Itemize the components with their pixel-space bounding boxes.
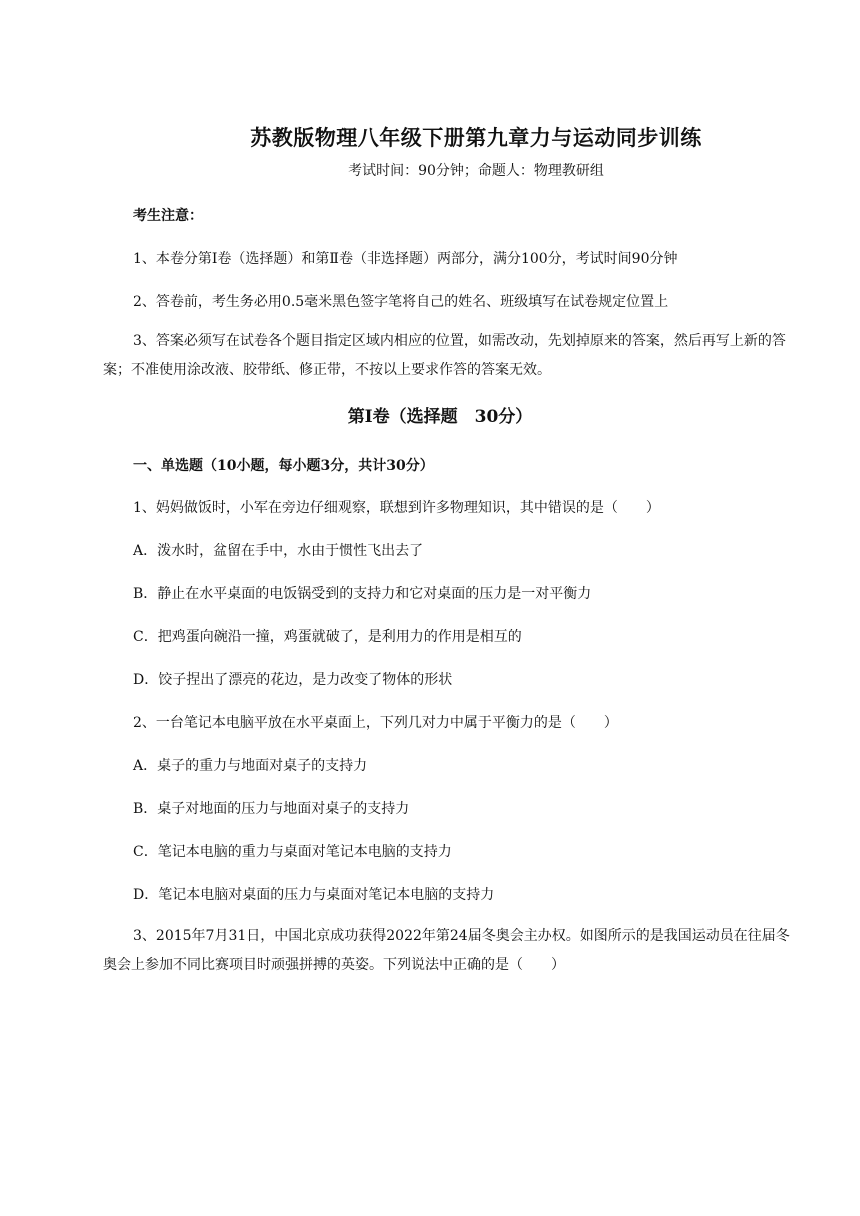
notice-heading: 考生注意：: [133, 208, 203, 224]
part-heading: 一、单选题（10小题，每小题3分，共计30分）: [133, 458, 434, 474]
question-2-option-c: C．笔记本电脑的重力与桌面对笔记本电脑的支持力: [133, 844, 452, 860]
question-2-option-b: B．桌子对地面的压力与地面对桌子的支持力: [133, 801, 410, 817]
question-2-option-a: A．桌子的重力与地面对桌子的支持力: [133, 758, 368, 774]
question-1-stem: 1、妈妈做饭时，小军在旁边仔细观察，联想到许多物理知识，其中错误的是（ ）: [133, 500, 660, 516]
exam-title: 苏教版物理八年级下册第九章力与运动同步训练: [250, 125, 702, 150]
exam-subtitle: 考试时间：90分钟；命题人：物理教研组: [348, 163, 604, 179]
question-1-option-d: D．饺子捏出了漂亮的花边，是力改变了物体的形状: [133, 672, 453, 688]
question-1-option-c: C．把鸡蛋向碗沿一撞，鸡蛋就破了，是利用力的作用是相互的: [133, 629, 522, 645]
question-1-option-b: B．静止在水平桌面的电饭锅受到的支持力和它对桌面的压力是一对平衡力: [133, 586, 592, 602]
notice-item-2: 2、答卷前，考生务必用0.5毫米黑色签字笔将自己的姓名、班级填写在试卷规定位置上: [133, 294, 669, 310]
notice-item-1: 1、本卷分第Ⅰ卷（选择题）和第Ⅱ卷（非选择题）两部分，满分100分，考试时间90分钟: [133, 251, 678, 267]
question-3-stem: 3、2015年7月31日，中国北京成功获得2022年第24届冬奥会主办权。如图所示的是我国运动员在往届冬奥会上参加不同比赛项目时顽强拼搏的英姿。下列说法中正确的是（ ）: [103, 928, 790, 973]
question-2-stem: 2、一台笔记本电脑平放在水平桌面上，下列几对力中属于平衡力的是（ ）: [133, 715, 618, 731]
question-1-option-a: A．泼水时，盆留在手中，水由于惯性飞出去了: [133, 543, 424, 559]
notice-item-3: 3、答案必须写在试卷各个题目指定区域内相应的位置，如需改动，先划掉原来的答案，然后再写上新的答案；不准使用涂改液、胶带纸、修正带，不按以上要求作答的答案无效。: [103, 333, 786, 378]
question-2-option-d: D．笔记本电脑对桌面的压力与桌面对笔记本电脑的支持力: [133, 887, 495, 903]
section-title: 第Ⅰ卷（选择题 30分）: [347, 407, 533, 427]
